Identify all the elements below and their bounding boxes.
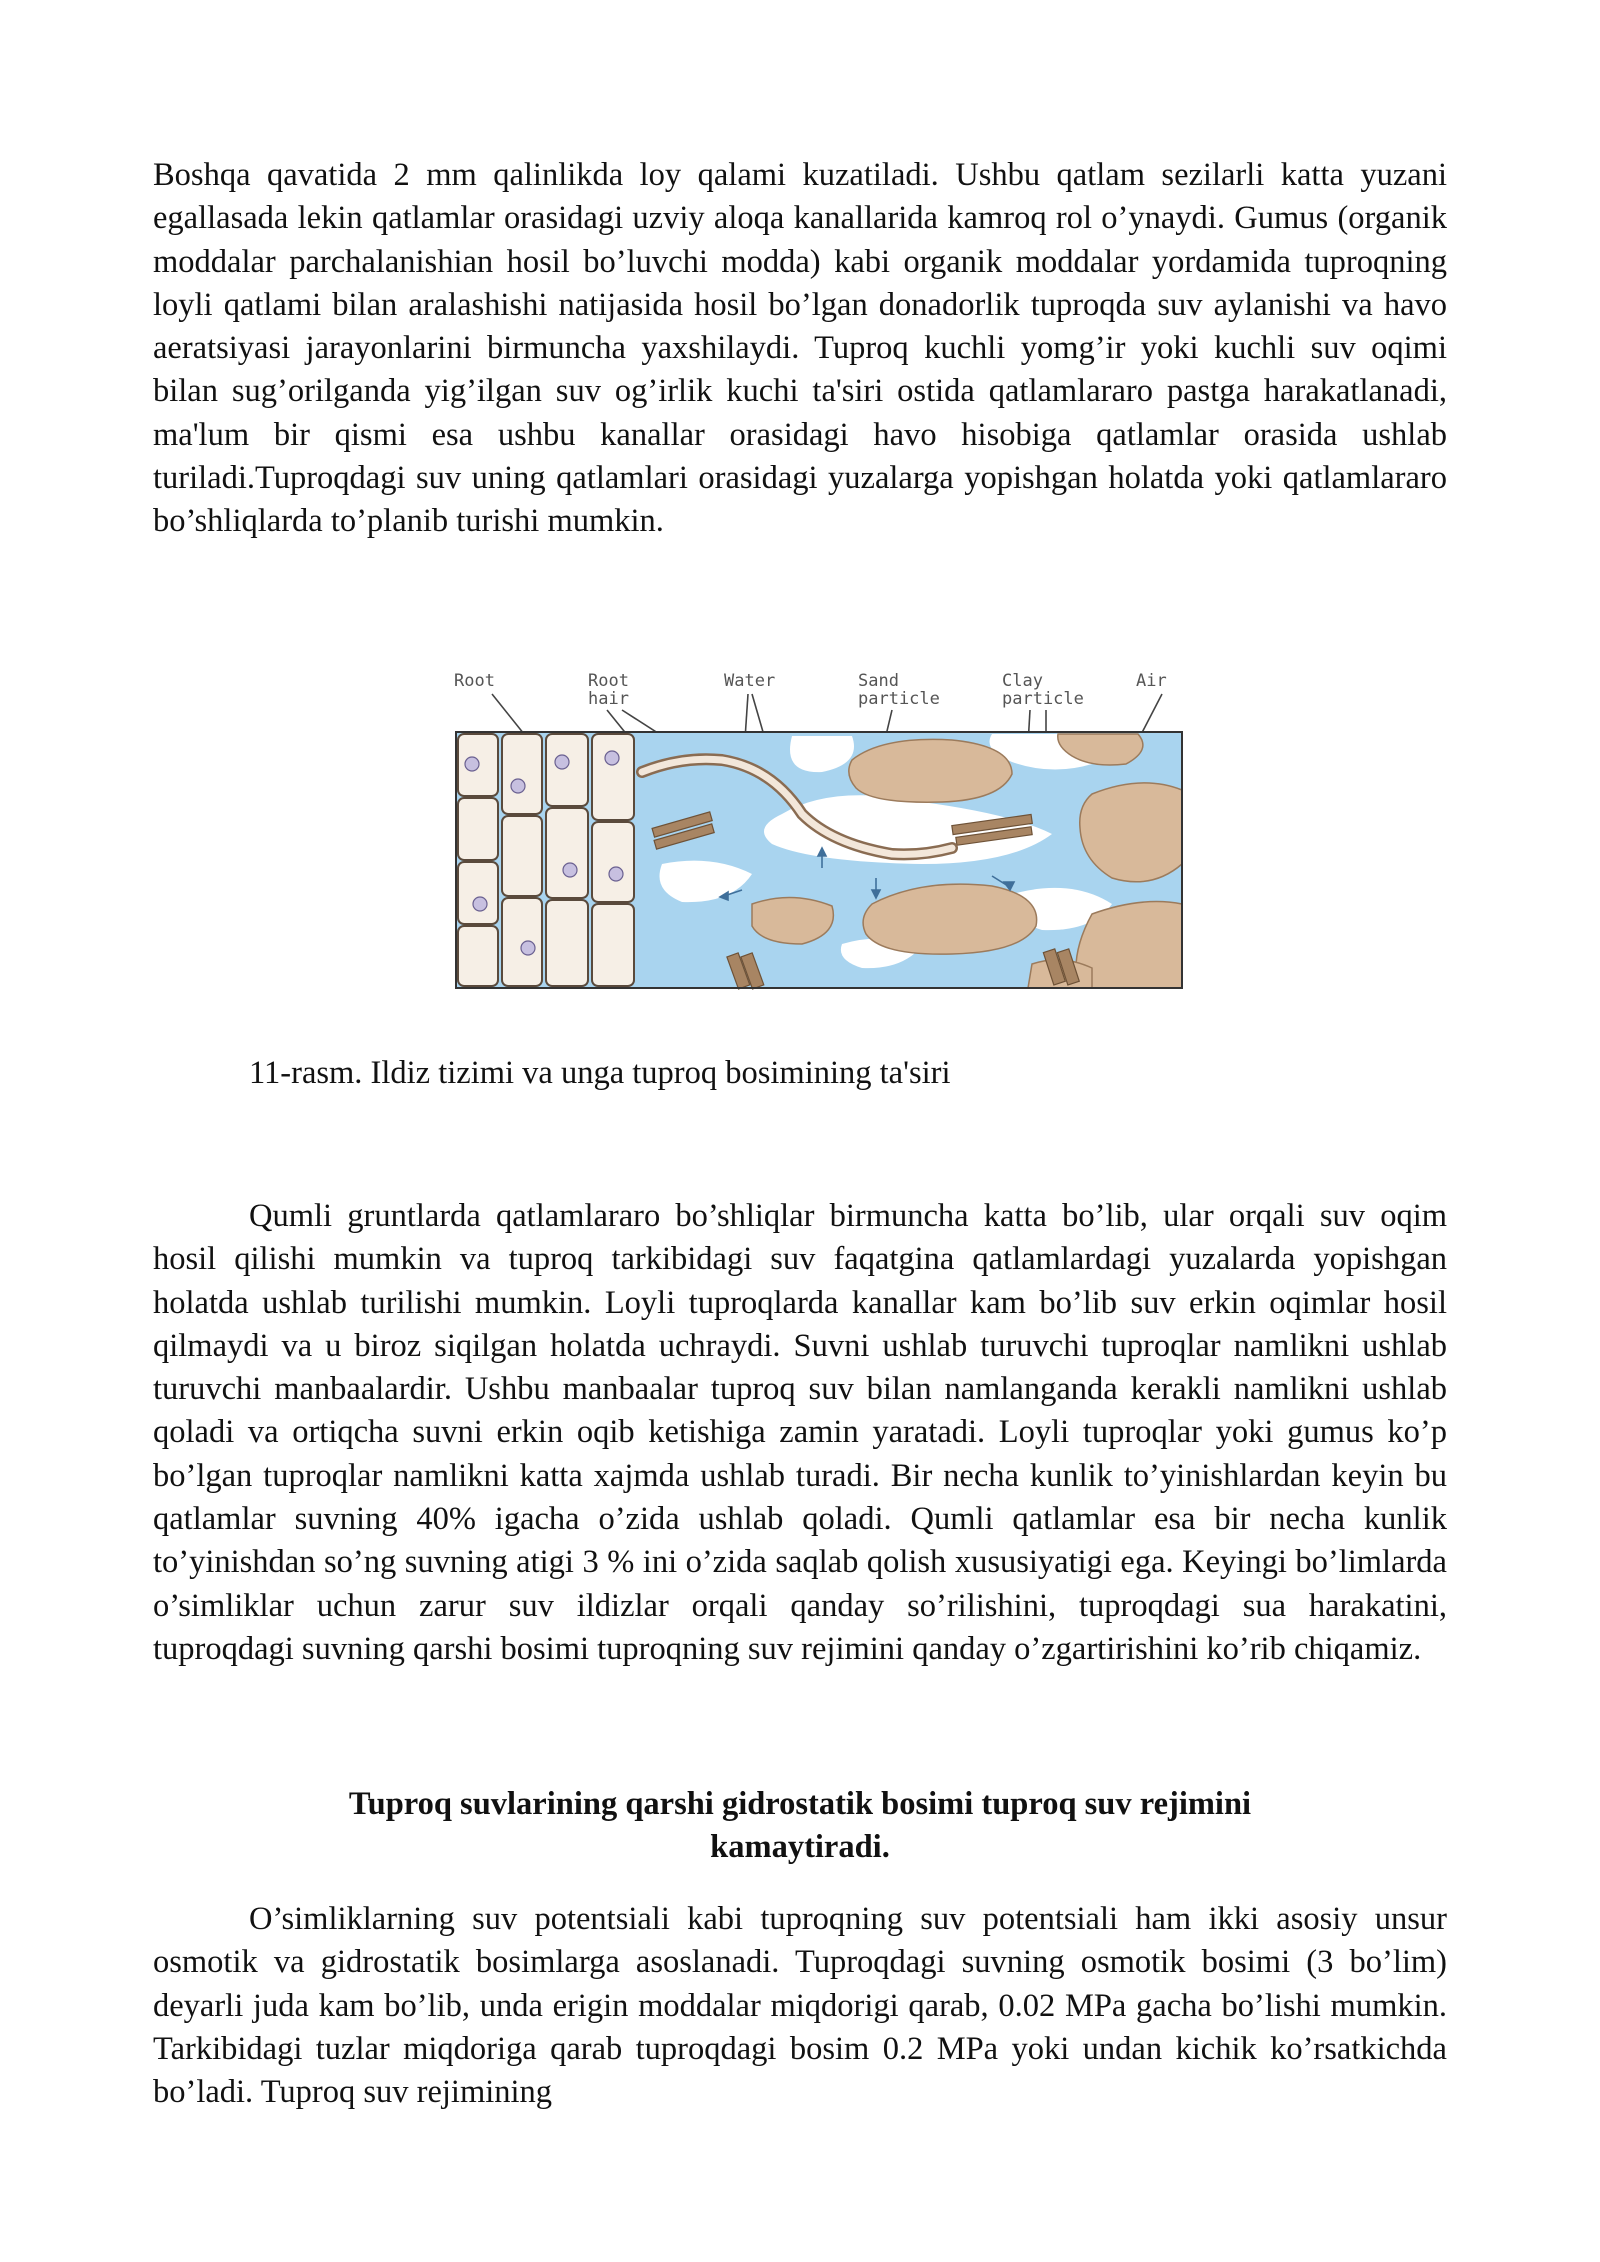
paragraph-soil-water-retention: Qumli gruntlarda qatlamlararo bo’shliqlar birmuncha katta bo’lib, ular orqali suv oqim hosil qilishi mumkin va tuproq tarkibidagi suv faqatgina qatlamlardagi yuzalarda yopishgan holatda ushlab turilishi mumkin. Loyli tuproqlarda kanallar kam bo’lib suv erkin oqimlar hosil qilmaydi va u biroz siqilgan holatda uchraydi. Suvni ushlab turuvchi tuproqlar namlikni ushlab turuvchi manbaalardir. Ushbu manbaalar tuproq suv bilan namlanganda kerakli namlikni ushlab qoladi va ortiqcha suvni erkin oqib ketishiga zamin yaratadi. Loyli tuproqlar yoki gumus ko’p bo’lgan tuproqlar namlikni katta xajmda ushlab turadi. Bir necha kunlik to’yinishlardan keyin bu qatlamlar suvning 40% igacha o’zida ushlab qoladi. Qumli qatlamlar esa bir necha kunlik to’yinishdan so’ng suvning atigi 3 % ini o’zida saqlab qolish xususiyatigi ega. Keyingi bo’limlarda o’simliklar uchun zarur suv ildizlar orqali qanday so’rilishini, tuproqdagi sua harakatini, tuproqdagi suvning qarshi bosimi tuproqning suv rejimini qanday o’zgartirishini ko’rib chiqamiz. <box>153 1198 1447 1667</box>
section-heading-line-2: kamaytiradi. <box>710 1829 890 1865</box>
label-root: Root <box>454 671 495 691</box>
label-root-hair-1: Root <box>588 671 629 691</box>
section-heading-line-1: Tuproq suvlarining qarshi gidrostatik bosimi tuproq suv rejimini <box>348 1786 1252 1822</box>
figure-caption: 11-rasm. Ildiz tizimi va unga tuproq bosimining ta'siri <box>249 1055 951 1091</box>
label-clay-2: particle <box>1002 689 1084 709</box>
paragraph-water-potential: O’simliklarning suv potentsiali kabi tuproqning suv potentsiali ham ikki asosiy unsur osmotik va gidrostatik bosimlarga asoslanadi. Tuproqdagi suvning osmotik bosimi (3 bo’lim) deyarli juda kam bo’lib, unda erigin moddalar miqdorigi qarab, 0.02 MPa gacha bo’lishi mumkin. Tarkibidagi tuzlar miqdoriga qarab tuproqdagi bosim 0.2 MPa yoki undan kichik ko’rsatkichda bo’ladi. Tuproq suv rejimining <box>153 1901 1447 2111</box>
root-soil-figure <box>452 664 1186 994</box>
label-sand-1: Sand <box>858 671 899 691</box>
section-heading <box>153 1783 1447 1869</box>
label-clay-1: Clay <box>1002 671 1043 691</box>
root-cells <box>458 734 634 986</box>
label-root-hair-2: hair <box>588 689 629 709</box>
label-air: Air <box>1136 671 1167 691</box>
label-water: Water <box>724 671 776 691</box>
paragraph-soil-layers: Boshqa qavatida 2 mm qalinlikda loy qalami kuzatiladi. Ushbu qatlam sezilarli katta yuzani egallasada lekin qatlamlar orasidagi uzviy aloqa kanallarida kamroq rol o’ynaydi. Gumus (organik moddalar parchalanishian hosil bo’luvchi modda) kabi organik moddalar yordamida tuproqning loyli qatlami bilan aralashishi natijasida hosil bo’lgan donadorlik tuproqda suv aylanishi va havo aeratsiyasi jarayonlarini birmuncha yaxshilaydi. Tuproq kuchli yomg’ir yoki kuchli suv oqimi bilan sug’orilganda yig’ilgan suv og’irlik kuchi ta'siri ostida qatlamlararo pastga harakatlanadi, ma'lum bir qismi esa ushbu kanallar orasidagi havo hisobiga qatlamlar orasida ushlab turiladi.Tuproqdagi suv uning qatlamlari orasidagi yuzalarga yopishgan holatda yoki qatlamlararo bo’shliqlarda to’planib turishi mumkin. <box>153 157 1447 540</box>
label-sand-2: particle <box>858 689 940 709</box>
